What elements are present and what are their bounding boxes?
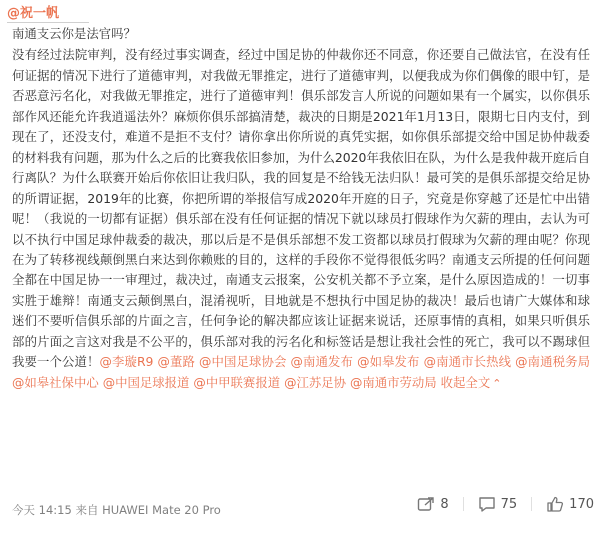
like-icon [546,496,564,512]
mention-link[interactable]: @李璇R9 [99,354,154,370]
mention-link[interactable]: @南通市劳动局 [349,374,437,390]
share-icon [417,496,435,512]
mention-link[interactable]: @南通发布 [290,354,354,370]
divider [463,497,464,511]
action-bar [417,496,594,512]
like-count: 170 [569,496,594,512]
collapse-text-link[interactable] [441,375,502,390]
mention-link[interactable]: @中甲联赛报道 [193,374,281,390]
mention-link[interactable]: @南通税务局 [515,354,590,370]
mention-link[interactable]: @中国足球协会 [199,354,287,370]
author-underline [7,22,89,23]
author-name[interactable]: @祝一帆 [7,6,60,21]
mention-link[interactable]: @如皋发布 [357,354,420,370]
mention-link[interactable]: @江苏足协 [284,374,347,390]
mention-link[interactable]: @董路 [157,354,195,370]
mention-link[interactable]: @中国足球报道 [102,374,190,390]
share-button[interactable] [417,496,448,512]
post-meta: 今天 14:15 来自 HUAWEI Mate 20 Pro [12,503,221,517]
like-button[interactable] [546,496,594,512]
comment-button[interactable] [478,496,518,512]
mention-link[interactable]: @如皋社保中心 [12,374,99,390]
collapse-text-label: 收起全文 [440,374,491,390]
share-count: 8 [440,496,449,512]
expand-arrow-icon: ⌃ [492,376,502,390]
mention-list [12,354,590,389]
comment-count: 75 [500,496,518,512]
comment-icon [478,496,496,512]
mention-link[interactable]: @南通市长热线 [423,354,512,370]
divider [531,497,532,511]
post-question: 南通支云你是法官吗？ [12,26,136,41]
post-main-text: 没有经过法院审判，没有经过事实调查，经过中国足协的仲裁你还不同意，你还要自己做法官，在没有任何证据的情况下进行了道德审判，对我做无罪推定，进行了道德审判，以便我成为你们偶像的眼中钉，是否恶意污名化，对我做无罪推定，进行了道德审判！俱乐部发言人所说的问题如果有一个属实，以你俱乐部作风还能允许我逍遥法外？麻烦你俱乐部搞清楚，裁决的日期是2021年1月13日，限期七日内支付，到现在了，还没支付，难道不是拒不支付？请你拿出你所说的真凭实据，如你俱乐部提交给中国足协仲裁委的材料我有问题，那为什么之后的比赛我依旧参加，为什么2020年我依旧在队，为什么是我仲裁开庭后自行离队？为什么联赛开始后你依旧让我归队，我的回复是不给钱无法归队！最可笑的是俱乐部提交给足协的所谓证据，2019年的比赛，你把所谓的举报信写成2020年开庭的日子，究竟是你穿越了还是忙中出错呢！（我说的一切都有证据）俱乐部在没有任何证据的情况下就以球员打假球作为欠薪的理由，去认为可以不执行中国足球仲裁委的裁决，那以后是不是俱乐部想不发工资都以球员打假球为欠薪的理由呢？你现在为了转移视线颠倒黑白来达到你赖账的目的，这样的手段你不觉得很低劣吗？南通支云所提的任何问题全都在中国足协一一审理过，裁决过，南通支云报案，公安机关都不予立案，是什么原因造成的！一切事实胜于雄辩！南通支云颠倒黑白，混淆视听，目地就是不想执行中国足协的裁决！最后也请广大媒体和球迷们不要听信俱乐部的片面之言，任何争论的解决都应该让证据来说话，还原事情的真相，如果只听俱乐部的片面之言这对我是不公平的，俱乐部对我的污名化和标签话是想让我社会性的死亡，我可以不踢球但我要一个公道！ [12,47,590,370]
post-text [12,45,590,394]
post-body [12,24,590,394]
